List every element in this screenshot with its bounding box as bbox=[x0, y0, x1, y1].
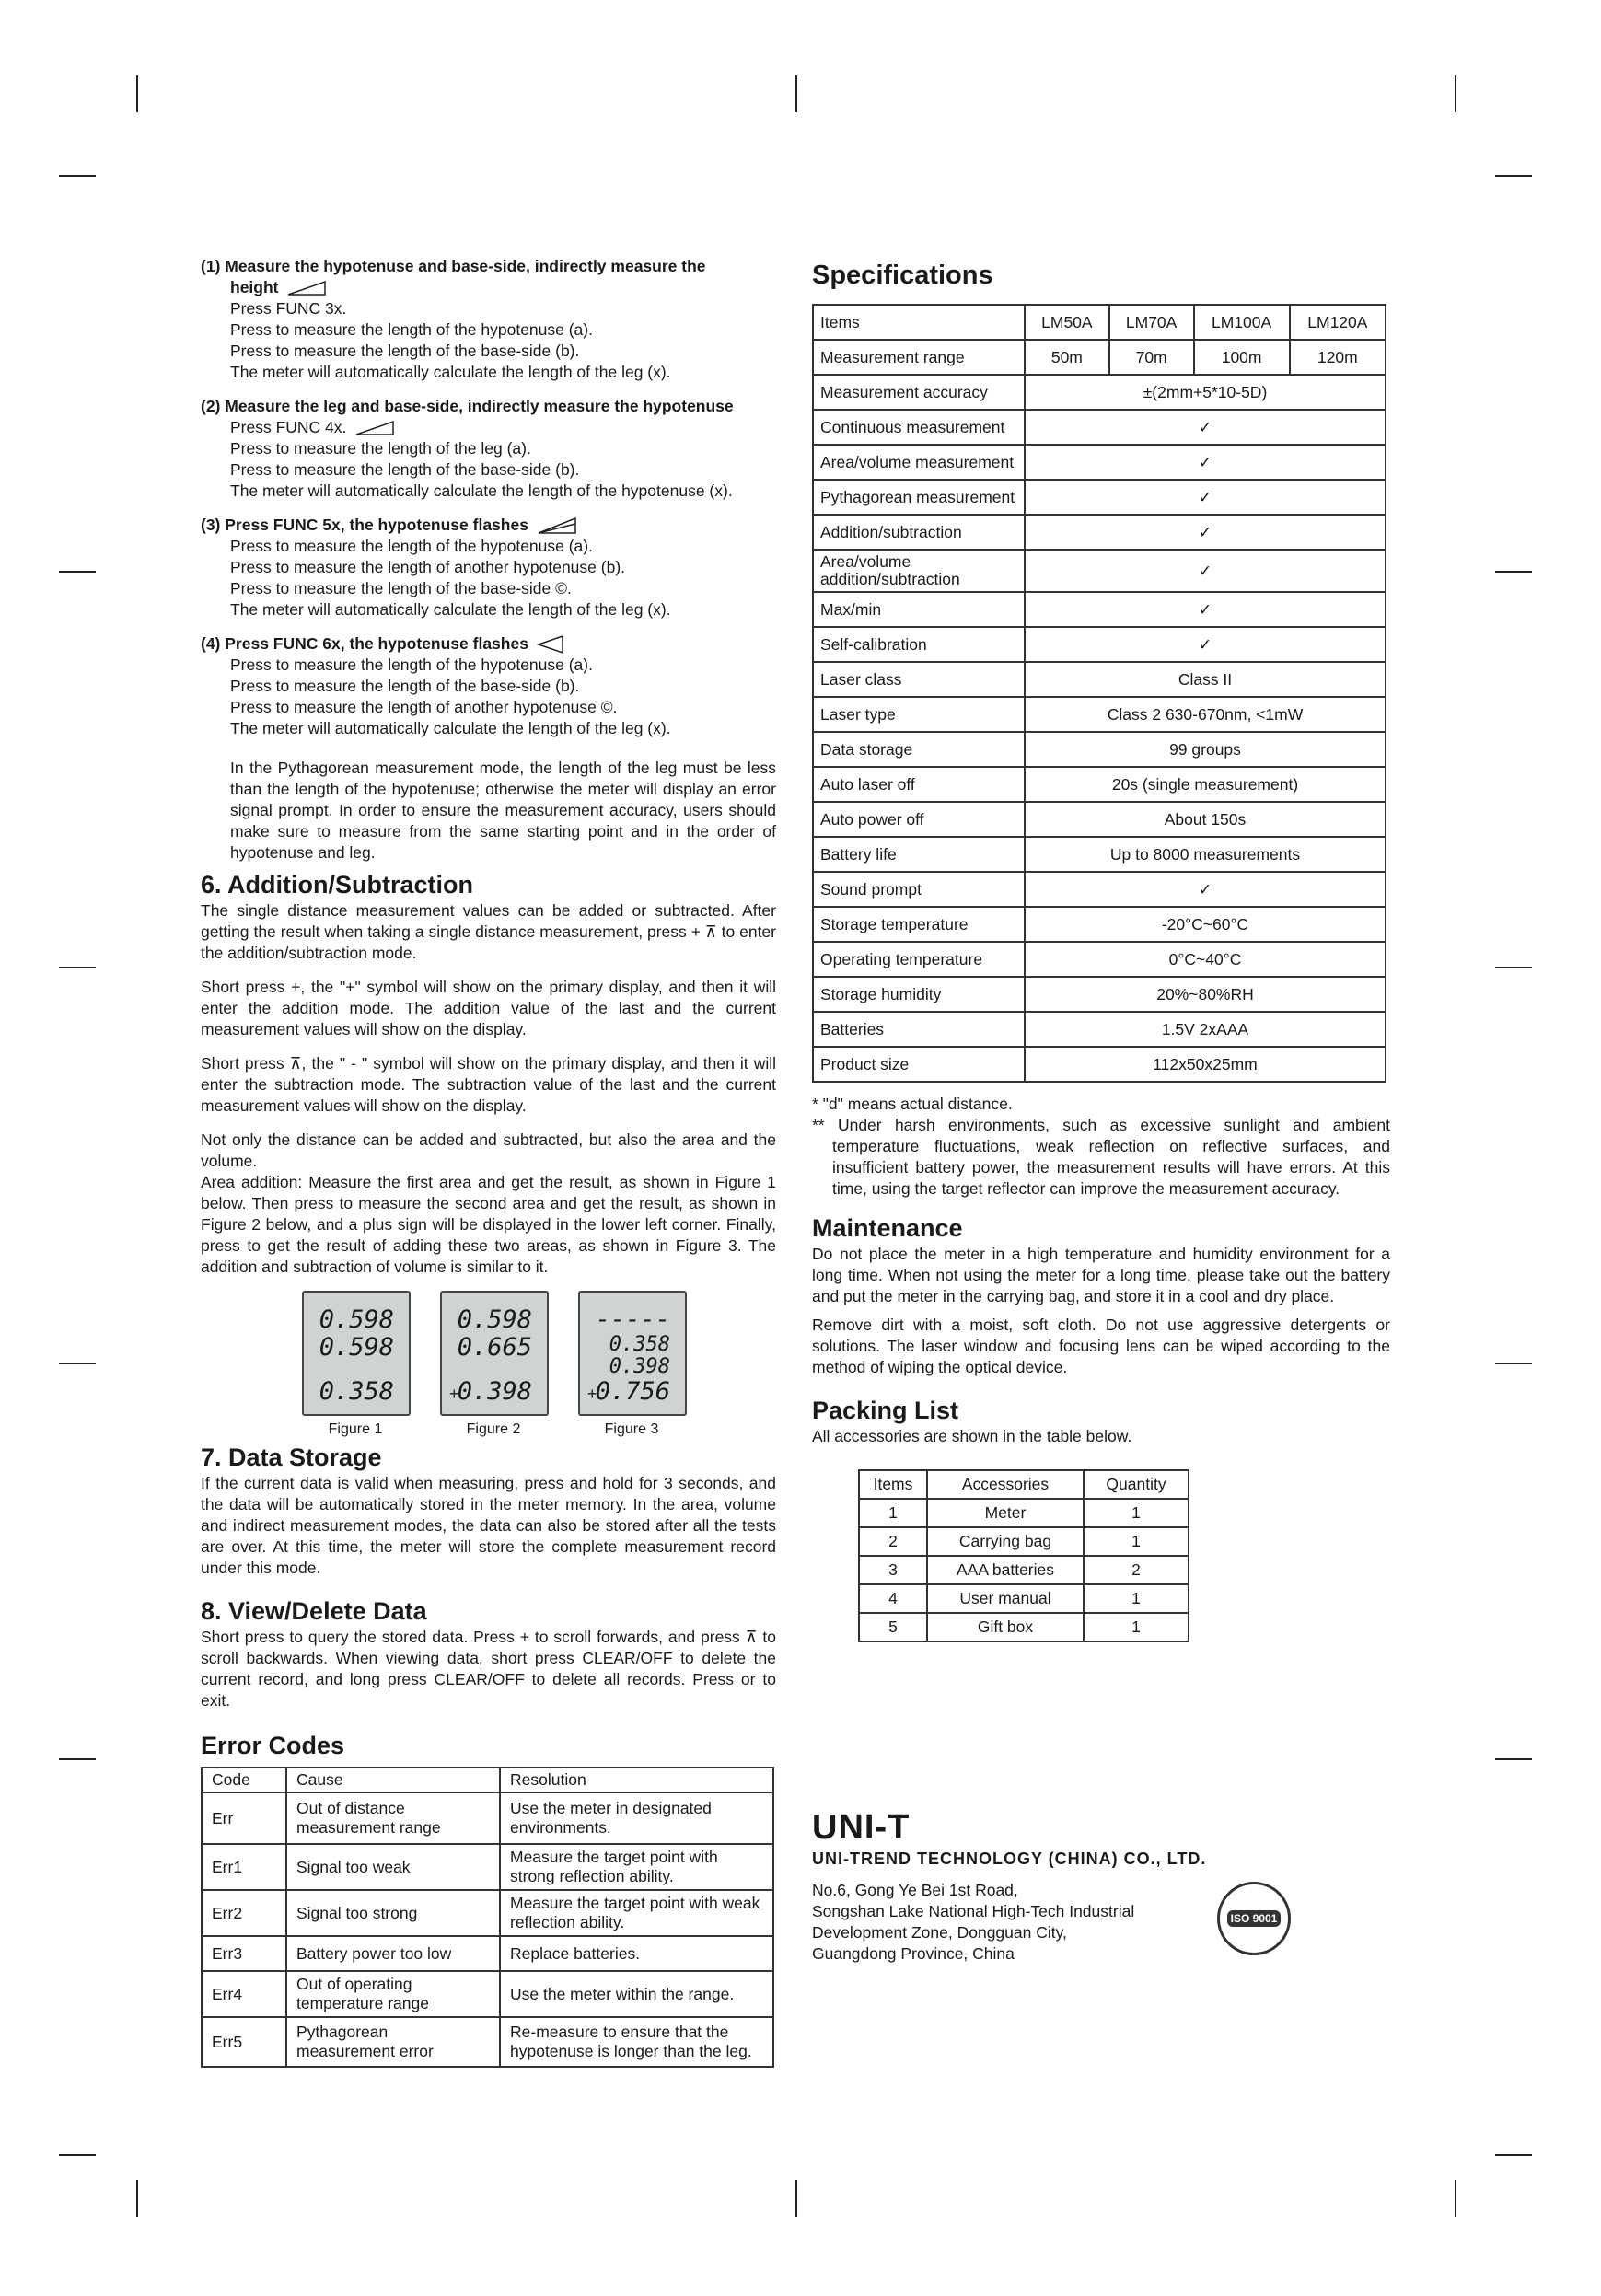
table-cell: Batteries bbox=[813, 1012, 1025, 1047]
table-cell: Data storage bbox=[813, 732, 1025, 767]
table-cell: Gift box bbox=[927, 1613, 1084, 1641]
table-row bbox=[202, 1792, 773, 1844]
table-cell: Battery life bbox=[813, 837, 1025, 872]
table-cell: 1 bbox=[1084, 1613, 1189, 1641]
triangle-hypotenuse-icon bbox=[354, 420, 395, 436]
split-triangle-icon bbox=[537, 634, 564, 655]
pyth-step bbox=[201, 396, 776, 502]
table-cell: ✓ bbox=[1025, 515, 1386, 550]
step-line: The meter will automatically calculate the length of the leg (x). bbox=[230, 363, 671, 381]
table-cell: Sound prompt bbox=[813, 872, 1025, 907]
step-line: Press to measure the length of the base-side (b). bbox=[230, 342, 580, 360]
table-cell: Continuous measurement bbox=[813, 410, 1025, 445]
table-cell: ✓ bbox=[1025, 410, 1386, 445]
paragraph: Short press +, the "+" symbol will show on the primary display, and then it will enter the addition mode. The addition value of the last and the current measurement values will show on the display. bbox=[201, 978, 776, 1039]
table-cell: Err bbox=[202, 1792, 286, 1844]
step-line: The meter will automatically calculate the length of the hypotenuse (x). bbox=[230, 481, 733, 500]
table-row bbox=[813, 837, 1386, 872]
crop-mark bbox=[1495, 175, 1532, 177]
table-cell: Addition/subtraction bbox=[813, 515, 1025, 550]
triangle-height-icon bbox=[286, 280, 327, 296]
table-row bbox=[813, 977, 1386, 1012]
table-row bbox=[813, 872, 1386, 907]
paragraph: Area addition: Measure the first area and get the result, as shown in Figure 1 below. Then press to measure the second area and get the result, as shown in Figure 2 below, and a plus sign will be displayed in the lower left corner. Finally, press to get the result of adding these two areas, as shown in Figure 3. The addition and subtraction of volume is similar to it. bbox=[201, 1173, 776, 1277]
step-line: Press to measure the length of the base-side (b). bbox=[230, 460, 580, 479]
step-line: Press to measure the length of the hypotenuse (a). bbox=[230, 537, 593, 555]
table-cell: Up to 8000 measurements bbox=[1025, 837, 1386, 872]
section-title: Error Codes bbox=[201, 1732, 345, 1760]
table-row bbox=[813, 375, 1386, 410]
pyth-note: In the Pythagorean measurement mode, the length of the leg must be less than the length of the hypotenuse; otherwise the meter will display an error signal prompt. In order to ensure the measurement accuracy, users should make sure to measure from the same starting point and in the order of hypotenuse and leg. bbox=[230, 759, 776, 863]
brand-logo: UNI-T bbox=[812, 1808, 911, 1847]
figure bbox=[302, 1291, 409, 1438]
table-row bbox=[859, 1527, 1189, 1556]
step-line: The meter will automatically calculate the length of the leg (x). bbox=[230, 600, 671, 619]
table-cell: Auto laser off bbox=[813, 767, 1025, 802]
double-triangle-icon bbox=[537, 516, 577, 535]
step-line: Press to measure the length of the leg (a). bbox=[230, 439, 531, 458]
plus-sign: + bbox=[449, 1385, 459, 1404]
table-row bbox=[859, 1584, 1189, 1613]
table-cell: Laser class bbox=[813, 662, 1025, 697]
table-row bbox=[813, 662, 1386, 697]
section-title: 6. Addition/Subtraction bbox=[201, 871, 473, 899]
crop-mark bbox=[59, 571, 96, 573]
table-header: Cause bbox=[286, 1768, 500, 1792]
paragraph: Do not place the meter in a high temperature and humidity environment for a long time. When not using the meter for a long time, please take out the battery and put the meter in the carrying bag, and store it in a cool and dry place. bbox=[812, 1245, 1390, 1305]
table-cell: Auto power off bbox=[813, 802, 1025, 837]
crop-mark bbox=[59, 2154, 96, 2156]
table-header: Quantity bbox=[1084, 1470, 1189, 1499]
table-cell: ±(2mm+5*10-5D) bbox=[1025, 375, 1386, 410]
table-cell: Meter bbox=[927, 1499, 1084, 1527]
table-cell: 50m bbox=[1025, 340, 1109, 375]
crop-mark bbox=[1495, 1363, 1532, 1364]
table-cell: Err1 bbox=[202, 1844, 286, 1890]
crop-mark bbox=[1455, 2180, 1456, 2217]
table-cell: ✓ bbox=[1025, 627, 1386, 662]
table-header: Items bbox=[813, 305, 1025, 340]
crop-mark bbox=[1495, 571, 1532, 573]
lcd-display bbox=[302, 1291, 411, 1416]
right-column bbox=[812, 260, 1390, 1965]
figure-caption: Figure 2 bbox=[466, 1421, 521, 1438]
table-cell: 70m bbox=[1109, 340, 1194, 375]
table-cell: ✓ bbox=[1025, 480, 1386, 515]
table-cell: 3 bbox=[859, 1556, 927, 1584]
table-cell: AAA batteries bbox=[927, 1556, 1084, 1584]
lcd-readout: 0.756 bbox=[595, 1377, 670, 1407]
crop-mark bbox=[59, 967, 96, 968]
table-row bbox=[813, 697, 1386, 732]
table-row bbox=[202, 1936, 773, 1971]
lcd-readout: ----- bbox=[595, 1305, 670, 1335]
crop-mark bbox=[795, 2180, 797, 2217]
table-header-row bbox=[202, 1768, 773, 1792]
step-line: The meter will automatically calculate the length of the leg (x). bbox=[230, 719, 671, 738]
company-name: UNI-TREND TECHNOLOGY (CHINA) CO., LTD. bbox=[812, 1850, 1207, 1868]
table-row bbox=[813, 445, 1386, 480]
table-header-row bbox=[859, 1470, 1189, 1499]
plus-sign: + bbox=[587, 1385, 597, 1404]
figure bbox=[440, 1291, 547, 1438]
table-row bbox=[859, 1499, 1189, 1527]
table-header: Accessories bbox=[927, 1470, 1084, 1499]
table-cell: Err3 bbox=[202, 1936, 286, 1971]
section-title: Packing List bbox=[812, 1397, 959, 1424]
table-cell: Signal too weak bbox=[286, 1844, 500, 1890]
table-cell: 2 bbox=[1084, 1556, 1189, 1584]
paragraph: All accessories are shown in the table below. bbox=[812, 1427, 1132, 1445]
table-row bbox=[202, 1971, 773, 2017]
lcd-readout: 0.398 bbox=[457, 1377, 532, 1407]
crop-mark bbox=[1495, 967, 1532, 968]
section-title: Specifications bbox=[812, 261, 993, 290]
table-cell: 100m bbox=[1194, 340, 1290, 375]
paragraph: The single distance measurement values can be added or subtracted. After getting the result when taking a single distance measurement, press + ⊼ to enter the addition/subtraction mode. bbox=[201, 901, 776, 963]
lcd-display bbox=[440, 1291, 549, 1416]
table-cell: Carrying bag bbox=[927, 1527, 1084, 1556]
table-cell: Pythagorean measurement error bbox=[286, 2017, 500, 2067]
iso-seal-icon bbox=[1217, 1882, 1291, 1955]
table-cell: Measure the target point with strong reflection ability. bbox=[500, 1844, 773, 1890]
table-header: Resolution bbox=[500, 1768, 773, 1792]
pyth-step bbox=[201, 515, 776, 620]
table-cell: Measurement accuracy bbox=[813, 375, 1025, 410]
step-line: Press FUNC 4x. bbox=[230, 418, 347, 436]
step-heading: (3) Press FUNC 5x, the hypotenuse flashes bbox=[201, 516, 528, 534]
table-row bbox=[202, 1890, 773, 1936]
table-cell: Class 2 630-670nm, <1mW bbox=[1025, 697, 1386, 732]
step-line: Press to measure the length of the base-side ©. bbox=[230, 579, 572, 597]
table-header: Items bbox=[859, 1470, 927, 1499]
table-cell: User manual bbox=[927, 1584, 1084, 1613]
paragraph: Short press ⊼, the " - " symbol will show on the primary display, and then it will enter the subtraction mode. The subtraction value of the last and the current measurement values will show on the display. bbox=[201, 1054, 776, 1116]
table-cell: Err5 bbox=[202, 2017, 286, 2067]
crop-mark bbox=[1455, 75, 1456, 112]
table-cell: Out of distance measurement range bbox=[286, 1792, 500, 1844]
error-codes-table bbox=[201, 1767, 774, 2068]
address-line: Development Zone, Dongguan City, bbox=[812, 1923, 1067, 1942]
table-cell: 1 bbox=[1084, 1584, 1189, 1613]
table-cell: 120m bbox=[1290, 340, 1386, 375]
crop-mark bbox=[59, 1758, 96, 1760]
table-row bbox=[813, 627, 1386, 662]
table-cell: About 150s bbox=[1025, 802, 1386, 837]
table-cell: Signal too strong bbox=[286, 1890, 500, 1936]
figure bbox=[578, 1291, 685, 1438]
lcd-readout: 0.665 bbox=[457, 1333, 532, 1363]
crop-mark bbox=[795, 75, 797, 112]
company-address bbox=[812, 1880, 1390, 1965]
table-cell: 99 groups bbox=[1025, 732, 1386, 767]
specifications-table bbox=[812, 304, 1386, 1083]
table-cell: Measure the target point with weak reflection ability. bbox=[500, 1890, 773, 1936]
table-cell: ✓ bbox=[1025, 550, 1386, 592]
crop-mark bbox=[1495, 2154, 1532, 2156]
step-heading-cont: height bbox=[230, 278, 279, 296]
table-cell: Battery power too low bbox=[286, 1936, 500, 1971]
figure-caption: Figure 3 bbox=[604, 1421, 659, 1438]
packing-table bbox=[858, 1469, 1189, 1642]
table-cell: 20%~80%RH bbox=[1025, 977, 1386, 1012]
table-cell: Re-measure to ensure that the hypotenuse is longer than the leg. bbox=[500, 2017, 773, 2067]
table-cell: ✓ bbox=[1025, 592, 1386, 627]
table-header: LM100A bbox=[1194, 305, 1290, 340]
table-cell: -20°C~60°C bbox=[1025, 907, 1386, 942]
footnote: * "d" means actual distance. bbox=[812, 1095, 1013, 1113]
lcd-readout: 0.598 bbox=[319, 1305, 394, 1335]
table-row bbox=[813, 480, 1386, 515]
step-line: Press to measure the length of the base-side (b). bbox=[230, 677, 580, 696]
lcd-figures bbox=[302, 1291, 776, 1438]
table-row bbox=[202, 2017, 773, 2067]
paragraph: Remove dirt with a moist, soft cloth. Do not use aggressive detergents or solutions. The laser window and focusing lens can be wiped according to the method of wiping the optical device. bbox=[812, 1316, 1390, 1376]
table-row bbox=[859, 1613, 1189, 1641]
section-title: 8. View/Delete Data bbox=[201, 1597, 427, 1626]
step-heading: (4) Press FUNC 6x, the hypotenuse flashes bbox=[201, 634, 528, 653]
table-cell: Err4 bbox=[202, 1971, 286, 2017]
step-heading: (2) Measure the leg and base-side, indirectly measure the hypotenuse bbox=[201, 397, 734, 415]
table-header: Code bbox=[202, 1768, 286, 1792]
seal-text: ISO 9001 bbox=[1227, 1910, 1282, 1927]
table-cell: Out of operating temperature range bbox=[286, 1971, 500, 2017]
table-header: LM120A bbox=[1290, 305, 1386, 340]
table-row bbox=[813, 907, 1386, 942]
crop-mark bbox=[136, 75, 138, 112]
figure-caption: Figure 1 bbox=[328, 1421, 383, 1438]
crop-mark bbox=[136, 2180, 138, 2217]
table-row bbox=[813, 340, 1386, 375]
table-cell: Operating temperature bbox=[813, 942, 1025, 977]
table-row bbox=[859, 1556, 1189, 1584]
table-cell: 2 bbox=[859, 1527, 927, 1556]
table-cell: 1 bbox=[859, 1499, 927, 1527]
table-row bbox=[813, 1047, 1386, 1082]
table-cell: 0°C~40°C bbox=[1025, 942, 1386, 977]
lcd-readout: 0.358 bbox=[609, 1333, 670, 1357]
table-cell: Measurement range bbox=[813, 340, 1025, 375]
lcd-display bbox=[578, 1291, 687, 1416]
lcd-readout: 0.598 bbox=[319, 1333, 394, 1363]
table-cell: Replace batteries. bbox=[500, 1936, 773, 1971]
table-row bbox=[813, 410, 1386, 445]
step-line: Press to measure the length of another hypotenuse ©. bbox=[230, 698, 618, 717]
section-title: Maintenance bbox=[812, 1214, 963, 1242]
crop-mark bbox=[1495, 1758, 1532, 1760]
step-line: Press to measure the length of the hypotenuse (a). bbox=[230, 320, 593, 339]
table-cell: Storage humidity bbox=[813, 977, 1025, 1012]
step-heading: (1) Measure the hypotenuse and base-side, indirectly measure the bbox=[201, 257, 706, 275]
paragraph: Short press to query the stored data. Press + to scroll forwards, and press ⊼ to scroll backwards. When viewing data, short press CLEAR/OFF to delete the current record, and long press CLEAR/OFF to delete all records. Press or to exit. bbox=[201, 1628, 776, 1710]
table-cell: Class II bbox=[1025, 662, 1386, 697]
table-header-row bbox=[813, 305, 1386, 340]
table-row bbox=[813, 942, 1386, 977]
table-cell: 1.5V 2xAAA bbox=[1025, 1012, 1386, 1047]
table-cell: Err2 bbox=[202, 1890, 286, 1936]
table-cell: Use the meter within the range. bbox=[500, 1971, 773, 2017]
table-cell: Laser type bbox=[813, 697, 1025, 732]
address-line: No.6, Gong Ye Bei 1st Road, bbox=[812, 1881, 1018, 1899]
paragraph: If the current data is valid when measuring, press and hold for 3 seconds, and the data will be automatically stored in the meter memory. In the area, volume and indirect measurement modes, the data can also be stored after all the tests are over. At this time, the meter will store the complete measurement record under this mode. bbox=[201, 1474, 776, 1578]
step-line: Press FUNC 3x. bbox=[230, 299, 347, 318]
paragraph: Not only the distance can be added and subtracted, but also the area and the volume. bbox=[201, 1131, 776, 1171]
lcd-readout: 0.398 bbox=[609, 1355, 670, 1379]
left-column bbox=[201, 256, 776, 2068]
table-row bbox=[813, 515, 1386, 550]
lcd-readout: 0.358 bbox=[319, 1377, 394, 1407]
table-cell: Product size bbox=[813, 1047, 1025, 1082]
table-row bbox=[813, 592, 1386, 627]
table-cell: 20s (single measurement) bbox=[1025, 767, 1386, 802]
table-cell: 112x50x25mm bbox=[1025, 1047, 1386, 1082]
table-cell: Area/volume addition/subtraction bbox=[813, 550, 1025, 592]
table-row bbox=[813, 802, 1386, 837]
table-cell: ✓ bbox=[1025, 445, 1386, 480]
table-row bbox=[813, 550, 1386, 592]
table-header: LM50A bbox=[1025, 305, 1109, 340]
table-cell: Use the meter in designated environments. bbox=[500, 1792, 773, 1844]
table-cell: Area/volume measurement bbox=[813, 445, 1025, 480]
table-cell: ✓ bbox=[1025, 872, 1386, 907]
step-line: Press to measure the length of the hypotenuse (a). bbox=[230, 655, 593, 675]
footnote: ** Under harsh environments, such as excessive sunlight and ambient temperature fluctuations, weak reflection on reflective surfaces, and insufficient battery power, the measurement results will have errors. At this time, using the target reflector can improve the measurement accuracy. bbox=[812, 1116, 1390, 1198]
table-row bbox=[813, 1012, 1386, 1047]
table-row bbox=[202, 1844, 773, 1890]
section-title: 7. Data Storage bbox=[201, 1444, 382, 1472]
table-cell: Self-calibration bbox=[813, 627, 1025, 662]
step-line: Press to measure the length of another hypotenuse (b). bbox=[230, 558, 626, 576]
table-header: LM70A bbox=[1109, 305, 1194, 340]
table-cell: 1 bbox=[1084, 1499, 1189, 1527]
spec-rows bbox=[813, 375, 1386, 1082]
address-line: Guangdong Province, China bbox=[812, 1944, 1015, 1963]
company-block bbox=[812, 1808, 1390, 1965]
table-cell: 4 bbox=[859, 1584, 927, 1613]
table-row bbox=[813, 732, 1386, 767]
address-line: Songshan Lake National High-Tech Industrial bbox=[812, 1902, 1135, 1920]
table-cell: Storage temperature bbox=[813, 907, 1025, 942]
lcd-readout: 0.598 bbox=[457, 1305, 532, 1335]
pyth-step bbox=[201, 256, 776, 383]
table-cell: 1 bbox=[1084, 1527, 1189, 1556]
table-cell: Max/min bbox=[813, 592, 1025, 627]
crop-mark bbox=[59, 1363, 96, 1364]
table-row bbox=[813, 767, 1386, 802]
table-cell: 5 bbox=[859, 1613, 927, 1641]
pyth-step bbox=[201, 633, 776, 739]
table-cell: Pythagorean measurement bbox=[813, 480, 1025, 515]
crop-mark bbox=[59, 175, 96, 177]
